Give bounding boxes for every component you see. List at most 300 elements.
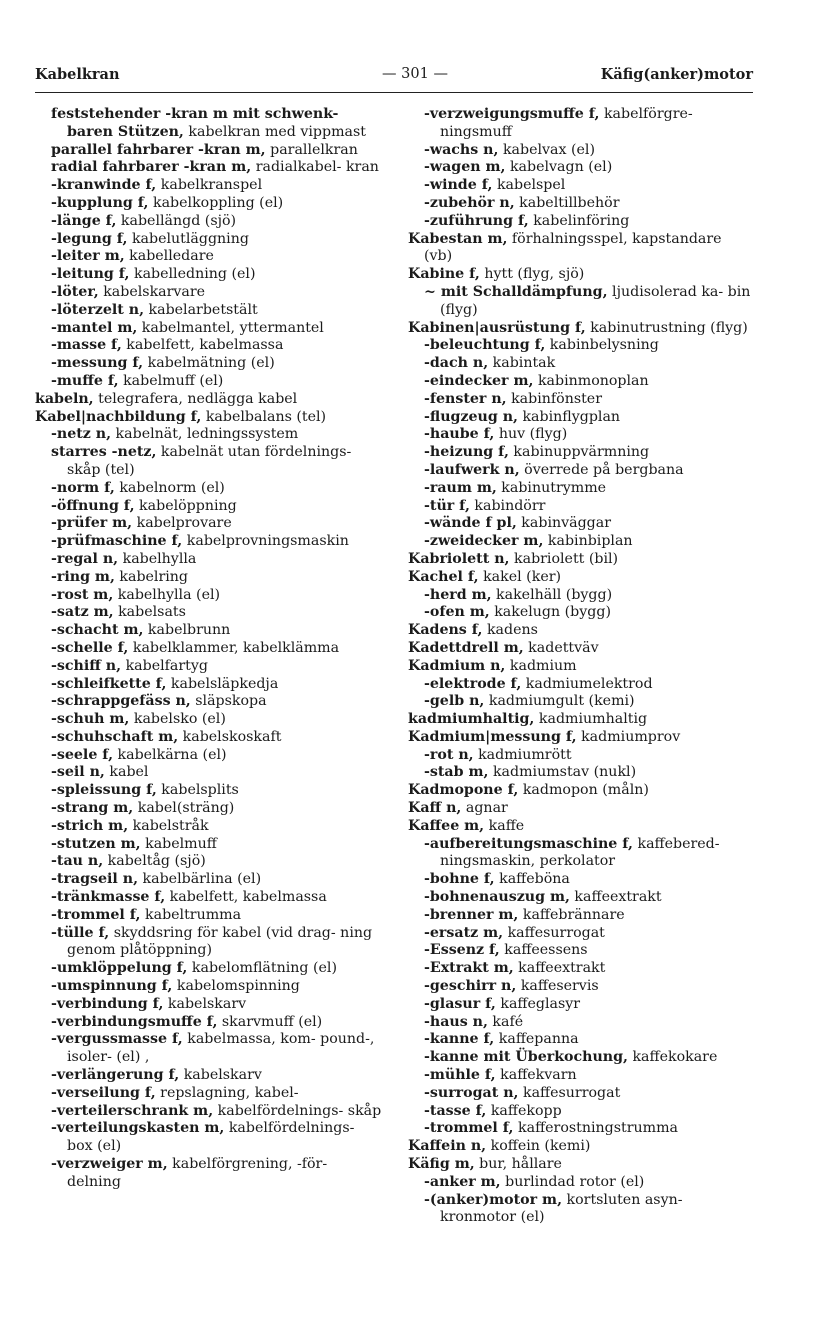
entry-definition: kakel (ker) [478, 568, 562, 585]
entry-term: -haus n, [424, 1013, 488, 1030]
entry-term: -schleifkette f, [51, 675, 167, 692]
subentry [408, 764, 754, 782]
entry-term: feststehender -kran m mit schwenk- baren Stützen, [51, 106, 339, 140]
entry-term: -verteilerschrank m, [51, 1102, 214, 1119]
subentry [35, 1103, 383, 1121]
entry-definition: kabeltrumma [140, 906, 242, 923]
entry-definition: kadens [482, 622, 538, 639]
headword-entry [408, 622, 754, 640]
entry-term: radial fahrbarer -kran m, [51, 159, 252, 176]
subentry [408, 355, 754, 373]
entry-term: -kanne mit Überkochung, [424, 1049, 628, 1066]
entry-definition: kadettväv [523, 639, 599, 656]
subentry [35, 266, 383, 284]
entry-term: Kabel|nachbildung f, [35, 408, 202, 425]
subentry [408, 462, 754, 480]
headword-entry [408, 640, 754, 658]
entry-definition: kabelbärlina (el) [138, 871, 262, 888]
entry-definition: kabelnorm (el) [114, 479, 225, 496]
subentry [408, 177, 754, 195]
headword-entry [408, 711, 754, 729]
subentry [35, 1120, 383, 1156]
entry-definition: parallelkran [265, 141, 358, 158]
entry-term: -legung f, [51, 230, 128, 247]
entry-term: -tasse f, [424, 1102, 487, 1119]
subentry [408, 1103, 754, 1121]
subentry [35, 747, 383, 765]
entry-definition: telegrafera, nedlägga kabel [93, 390, 298, 407]
entry-term: Kabinen|ausrüstung f, [408, 319, 586, 336]
subentry [408, 676, 754, 694]
entry-definition: förhalningsspel, kapstandare (vb) [424, 230, 722, 265]
subentry [35, 551, 383, 569]
entry-term: -zweidecker m, [424, 533, 544, 550]
entry-definition: agnar [461, 800, 508, 817]
entry-definition: kadmium [505, 657, 577, 674]
entry-definition: kadmiumprov [576, 728, 681, 745]
entry-term: -norm f, [51, 479, 115, 496]
entry-definition: kabelprovare [132, 515, 232, 532]
entry-term: -verbindungsmuffe f, [51, 1013, 218, 1030]
entry-term: -verbindung f, [51, 995, 164, 1012]
entry-term: -seele f, [51, 746, 114, 763]
entry-definition: skyddsring för kabel (vid drag- ning genom plåtöppning) [67, 924, 373, 959]
entry-term: -spleissung f, [51, 782, 157, 799]
entry-term: -mantel m, [51, 319, 138, 336]
subentry [35, 925, 383, 961]
entry-term: -zuführung f, [424, 212, 529, 229]
entry-term: -verzweigungsmuffe f, [424, 106, 600, 122]
entry-term: Kaffee m, [408, 817, 485, 834]
entry-term: -Essenz f, [424, 942, 500, 959]
entry-definition: kafferostningstrumma [513, 1120, 679, 1137]
subentry [35, 426, 383, 444]
entry-term: -gelb n, [424, 693, 485, 710]
entry-definition: kabelfartyg [121, 657, 208, 674]
entry-definition: kabelklammer, kabelklämma [128, 639, 340, 656]
entry-term: -trommel f, [424, 1120, 514, 1137]
entry-definition: kaffekokare [627, 1049, 718, 1066]
entry-definition: kabelmuff [140, 835, 217, 852]
subentry [408, 693, 754, 711]
entry-term: -schelle f, [51, 639, 129, 656]
entry-definition: kabelkranspel [156, 177, 263, 194]
entry-term: Kaffein n, [408, 1138, 487, 1155]
subentry [408, 871, 754, 889]
entry-definition: kabelkran med vippmast [183, 123, 366, 140]
subentry [35, 515, 383, 533]
subentry [408, 1085, 754, 1103]
subentry [408, 498, 754, 516]
entry-definition: kabinbelysning [545, 337, 659, 354]
entry-definition: kadmiumstav (nukl) [488, 764, 637, 781]
entry-term: Kadmium n, [408, 657, 506, 674]
subentry [408, 907, 754, 925]
entry-definition: kabelhylla (el) [113, 586, 221, 603]
entry-definition: kafé [487, 1013, 524, 1030]
subentry [408, 480, 754, 498]
subentry [35, 373, 383, 391]
subentry [408, 942, 754, 960]
subentry [408, 960, 754, 978]
entry-term: ~ mit Schalldämpfung, [424, 283, 608, 300]
subentry [35, 355, 383, 373]
subentry [35, 907, 383, 925]
entry-definition: kabinuppvärmning [508, 444, 650, 461]
headword-entry [408, 231, 754, 267]
subentry [408, 444, 754, 462]
subentry [35, 159, 383, 177]
entry-definition: kabeltillbehör [514, 194, 620, 211]
entry-term: -beleuchtung f, [424, 337, 546, 354]
entry-definition: kabelsläpkedja [166, 675, 279, 692]
subentry [35, 248, 383, 266]
entry-definition: kabel [104, 764, 149, 781]
entry-definition: kabelbrunn [143, 622, 231, 639]
headword-entry [408, 569, 754, 587]
entry-definition: kabel(sträng) [133, 800, 235, 817]
subentry [35, 622, 383, 640]
entry-definition: överrede på bergbana [519, 461, 684, 478]
entry-definition: kabinbiplan [543, 533, 633, 550]
entry-term: -aufbereitungsmaschine f, [424, 835, 633, 852]
entry-definition: kabelspel [492, 177, 566, 194]
entry-definition: kabelmassa, kom- pound-, isoler- (el) , [67, 1031, 375, 1066]
entry-term: -mühle f, [424, 1067, 496, 1084]
entry-definition: kadmiumrött [473, 746, 572, 763]
entry-term: -herd m, [424, 586, 492, 603]
subentry [35, 800, 383, 818]
subentry [35, 302, 383, 320]
subentry [408, 391, 754, 409]
headword-entry [408, 266, 754, 284]
subentry [408, 106, 754, 142]
entry-definition: kadmopon (måln) [518, 782, 649, 799]
entry-term: -ersatz m, [424, 924, 504, 941]
entry-term: Kadmopone f, [408, 782, 519, 799]
entry-term: kadmiumhaltig, [408, 711, 535, 728]
subentry [408, 1049, 754, 1067]
entry-definition: burlindad rotor (el) [500, 1173, 645, 1190]
entry-definition: kabelvagn (el) [505, 159, 613, 176]
entry-definition: kadmiumelektrod [521, 675, 653, 692]
entry-definition: kabelskarv [179, 1067, 262, 1084]
entry-term: -zubehör n, [424, 194, 515, 211]
entry-definition: kaffesurrogat [503, 924, 605, 941]
entry-definition: kabelutläggning [127, 230, 249, 247]
entry-term: -vergussmasse f, [51, 1031, 183, 1048]
entry-definition: kortsluten asyn- kronmotor (el) [440, 1191, 683, 1226]
subentry [408, 142, 754, 160]
entry-term: -geschirr n, [424, 978, 517, 995]
entry-definition: kabelförgrening, -för- delning [67, 1156, 328, 1190]
entry-definition: kakelugn (bygg) [489, 604, 611, 621]
entry-term: -umklöppelung f, [51, 960, 188, 977]
subentry [35, 1067, 383, 1085]
entry-definition: kaffebrännare [518, 906, 625, 923]
entry-term: -eindecker m, [424, 372, 534, 389]
entry-definition: kaffeextrakt [513, 960, 606, 977]
entry-term: -schuh m, [51, 711, 130, 728]
subentry [35, 640, 383, 658]
headword-entry [408, 818, 754, 836]
entry-definition: kaffepanna [494, 1031, 579, 1048]
header-last-entry: Käfig(anker)motor [600, 66, 753, 83]
entry-term: -ring m, [51, 568, 115, 585]
subentry [408, 1031, 754, 1049]
entry-term: Kadens f, [408, 622, 483, 639]
entry-term: -satz m, [51, 604, 114, 621]
subentry [408, 1174, 754, 1192]
subentry [35, 729, 383, 747]
entry-term: -wagen m, [424, 159, 506, 176]
entry-definition: kabelomflätning (el) [187, 960, 337, 977]
subentry [35, 195, 383, 213]
subentry [35, 853, 383, 871]
entry-definition: kabelsats [113, 604, 186, 621]
entry-term: Kaff n, [408, 800, 462, 817]
entry-definition: kabelnät utan fördelnings- skåp (tel) [67, 444, 352, 478]
subentry [35, 693, 383, 711]
entry-definition: kabelmuff (el) [118, 372, 224, 389]
subentry [35, 498, 383, 516]
headword-entry [408, 782, 754, 800]
entry-definition: kabelmätning (el) [143, 355, 275, 372]
entry-term: -anker m, [424, 1173, 501, 1190]
entry-term: -dach n, [424, 355, 489, 372]
subentry [35, 604, 383, 622]
entry-term: Kabriolett n, [408, 550, 510, 567]
entry-term: -kanne f, [424, 1031, 495, 1048]
entry-definition: skarvmuff (el) [217, 1013, 323, 1030]
entry-definition: kabelskoskaft [178, 728, 282, 745]
subentry [408, 373, 754, 391]
entry-term: -messung f, [51, 355, 144, 372]
entry-definition: kaffeessens [499, 942, 588, 959]
subentry [35, 231, 383, 249]
entry-definition: kabelvax (el) [498, 141, 596, 158]
subentry [35, 1031, 383, 1067]
entry-definition: kabintak [488, 355, 556, 372]
entry-term: -strich m, [51, 817, 129, 834]
entry-term: -prüfer m, [51, 515, 133, 532]
right-column [408, 106, 754, 1227]
subentry [35, 533, 383, 551]
subentry [408, 284, 754, 320]
subentry [408, 426, 754, 444]
headword-entry [408, 1138, 754, 1156]
entry-definition: kabelinföring [528, 212, 630, 229]
subentry [408, 195, 754, 213]
entry-definition: kabelförgre- ningsmuff [440, 106, 693, 140]
subentry [408, 889, 754, 907]
entry-term: -schiff n, [51, 657, 122, 674]
subentry [408, 337, 754, 355]
entry-definition: kabellängd (sjö) [116, 212, 237, 229]
subentry [35, 782, 383, 800]
subentry [35, 658, 383, 676]
entry-term: -fenster n, [424, 390, 507, 407]
entry-term: -wachs n, [424, 141, 499, 158]
entry-definition: bur, hållare [474, 1156, 562, 1173]
headword-entry [408, 551, 754, 569]
entry-definition: radialkabel- kran [251, 159, 379, 176]
entry-term: -löterzelt n, [51, 301, 145, 318]
entry-term: -verlängerung f, [51, 1067, 180, 1084]
entry-definition: kaffekopp [486, 1102, 562, 1119]
left-column [35, 106, 383, 1192]
entry-term: -verzweiger m, [51, 1156, 168, 1173]
subentry [35, 1014, 383, 1032]
header-first-entry: Kabelkran [35, 66, 120, 83]
entry-term: -wände f pl, [424, 515, 517, 532]
entry-definition: kabelfördelnings- box (el) [67, 1120, 355, 1155]
entry-term: -glasur f, [424, 995, 496, 1012]
entry-definition: kabelring [114, 568, 189, 585]
subentry [408, 1067, 754, 1085]
entry-term: -(anker)motor m, [424, 1191, 563, 1208]
entry-term: -bohnenauszug m, [424, 889, 570, 906]
entry-definition: kabinutrustning (flyg) [585, 319, 748, 336]
entry-definition: kabelhylla [118, 550, 197, 567]
subentry [408, 978, 754, 996]
entry-definition: kabelkoppling (el) [148, 194, 284, 211]
entry-term: -stutzen m, [51, 835, 141, 852]
entry-term: -heizung f, [424, 444, 509, 461]
entry-definition: ljudisolerad ka- bin (flyg) [440, 283, 751, 318]
entry-term: -leitung f, [51, 266, 130, 283]
entry-definition: kabelbalans (tel) [201, 408, 327, 425]
subentry [35, 337, 383, 355]
subentry [35, 284, 383, 302]
subentry [408, 996, 754, 1014]
entry-definition: kaffekvarn [495, 1067, 577, 1084]
entry-term: -umspinnung f, [51, 978, 173, 995]
entry-term: -rost m, [51, 586, 114, 603]
entry-definition: kabindörr [469, 497, 546, 514]
entry-term: Kabine f, [408, 266, 480, 283]
entry-term: -haube f, [424, 426, 495, 443]
subentry [35, 818, 383, 836]
headword-entry [408, 658, 754, 676]
entry-definition: kaffeextrakt [569, 889, 662, 906]
subentry [35, 444, 383, 480]
entry-term: -tür f, [424, 497, 470, 514]
entry-term: -flugzeug n, [424, 408, 518, 425]
entry-term: -tülle f, [51, 924, 110, 941]
subentry [35, 320, 383, 338]
entry-term: -masse f, [51, 337, 122, 354]
entry-definition: kabelskarv [163, 995, 247, 1012]
subentry [35, 569, 383, 587]
subentry [408, 747, 754, 765]
page-number: — 301 — [382, 66, 448, 82]
entry-term: -surrogat n, [424, 1084, 519, 1101]
subentry [35, 1085, 383, 1103]
entry-definition: kabinutrymme [496, 479, 607, 496]
subentry [408, 1120, 754, 1138]
entry-term: -schuhschaft m, [51, 728, 179, 745]
entry-definition: kaffeböna [494, 871, 570, 888]
entry-term: -ofen m, [424, 604, 490, 621]
subentry [35, 213, 383, 231]
subentry [35, 996, 383, 1014]
entry-definition: kadmiumgult (kemi) [484, 693, 635, 710]
entry-term: -öffnung f, [51, 497, 135, 514]
subentry [408, 515, 754, 533]
subentry [35, 711, 383, 729]
entry-term: -kranwinde f, [51, 177, 157, 194]
entry-term: -schacht m, [51, 622, 144, 639]
entry-term: -bohne f, [424, 871, 495, 888]
subentry [35, 177, 383, 195]
headword-entry [35, 409, 383, 427]
entry-term: -laufwerk n, [424, 461, 520, 478]
subentry [408, 604, 754, 622]
subentry [408, 925, 754, 943]
entry-term: -elektrode f, [424, 675, 522, 692]
entry-term: -raum m, [424, 479, 497, 496]
entry-term: Kadmium|messung f, [408, 728, 577, 745]
entry-definition: kakelhäll (bygg) [491, 586, 613, 603]
subentry [408, 1192, 754, 1228]
subentry [408, 587, 754, 605]
entry-term: -Extrakt m, [424, 960, 514, 977]
entry-term: starres -netz, [51, 444, 157, 461]
entry-term: Kachel f, [408, 568, 479, 585]
entry-definition: kaffesurrogat [518, 1084, 621, 1101]
entry-term: -tragseil n, [51, 871, 139, 888]
entry-definition: kabelfett, kabelmassa [121, 337, 284, 354]
entry-term: -trommel f, [51, 906, 141, 923]
subentry [35, 106, 383, 142]
subentry [408, 836, 754, 872]
subentry [35, 889, 383, 907]
entry-term: -kupplung f, [51, 194, 149, 211]
subentry [35, 764, 383, 782]
entry-definition: kabinflygplan [517, 408, 621, 425]
entry-term: -länge f, [51, 212, 117, 229]
entry-definition: kabelöppning [134, 497, 237, 514]
entry-definition: repslagning, kabel- [155, 1084, 299, 1101]
entry-definition: kabelstråk [128, 817, 209, 834]
entry-definition: kabelskarvare [98, 283, 206, 300]
entry-definition: kabelfett, kabelmassa [165, 889, 327, 906]
subentry [35, 480, 383, 498]
entry-term: -schrappgefäss n, [51, 693, 191, 710]
entry-term: -verseilung f, [51, 1084, 156, 1101]
entry-term: -brenner m, [424, 906, 519, 923]
running-header [35, 66, 753, 88]
subentry [35, 676, 383, 694]
subentry [408, 1014, 754, 1032]
headword-entry [408, 729, 754, 747]
entry-term: Kadettdrell m, [408, 639, 524, 656]
entry-term: -rot n, [424, 746, 474, 763]
entry-definition: kabelsko (el) [129, 711, 226, 728]
subentry [408, 533, 754, 551]
entry-term: -tau n, [51, 853, 104, 870]
entry-definition: kabelnät, ledningssystem [111, 426, 299, 443]
entry-term: -winde f, [424, 177, 493, 194]
entry-definition: kabelomspinning [172, 978, 300, 995]
entry-term: -leiter m, [51, 248, 125, 265]
entry-definition: kabinväggar [516, 515, 611, 532]
entry-definition: koffein (kemi) [486, 1138, 591, 1155]
entry-term: -löter, [51, 283, 99, 300]
entry-definition: kabelarbetstält [144, 301, 258, 318]
entry-definition: kabeltåg (sjö) [103, 853, 206, 870]
